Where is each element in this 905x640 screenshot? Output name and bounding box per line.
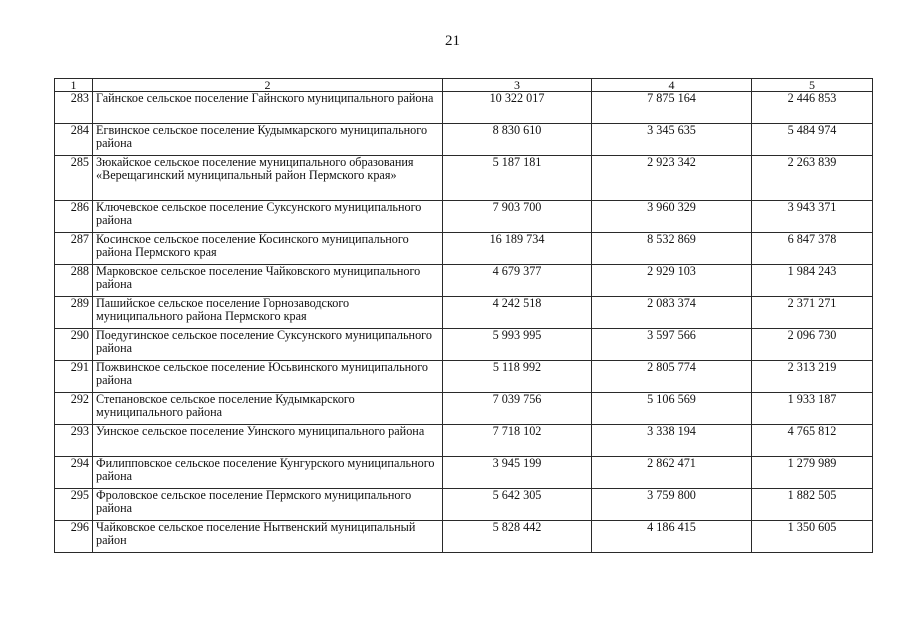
value-col-5: 1 279 989 [752, 457, 873, 489]
value-col-3: 3 945 199 [443, 457, 592, 489]
data-table [54, 78, 873, 553]
value-col-4: 3 338 194 [592, 425, 752, 457]
table-row [55, 489, 873, 521]
value-col-3: 7 718 102 [443, 425, 592, 457]
settlement-name: Марковское сельское поселение Чайковского муниципального района [93, 265, 443, 297]
settlement-name: Чайковское сельское поселение Нытвенский муниципальный район [93, 521, 443, 553]
table-row [55, 521, 873, 553]
value-col-5: 3 943 371 [752, 201, 873, 233]
value-col-3: 7 039 756 [443, 393, 592, 425]
settlement-name: Гайнское сельское поселение Гайнского муниципального района [93, 92, 443, 124]
row-number: 293 [55, 425, 93, 457]
table-row [55, 329, 873, 361]
value-col-5: 2 371 271 [752, 297, 873, 329]
header-col-4: 4 [592, 79, 752, 92]
settlement-name: Поедугинское сельское поселение Суксунского муниципального района [93, 329, 443, 361]
header-row [55, 79, 873, 92]
value-col-3: 10 322 017 [443, 92, 592, 124]
value-col-3: 8 830 610 [443, 124, 592, 156]
settlement-name: Филипповское сельское поселение Кунгурского муниципального района [93, 457, 443, 489]
row-number: 290 [55, 329, 93, 361]
value-col-5: 1 933 187 [752, 393, 873, 425]
value-col-3: 4 679 377 [443, 265, 592, 297]
settlement-name: Пожвинское сельское поселение Юсьвинского муниципального района [93, 361, 443, 393]
row-number: 287 [55, 233, 93, 265]
value-col-5: 2 446 853 [752, 92, 873, 124]
header-col-5: 5 [752, 79, 873, 92]
table-row [55, 457, 873, 489]
value-col-3: 5 642 305 [443, 489, 592, 521]
table-row [55, 156, 873, 201]
value-col-3: 5 993 995 [443, 329, 592, 361]
value-col-3: 5 828 442 [443, 521, 592, 553]
value-col-4: 8 532 869 [592, 233, 752, 265]
settlement-name: Зюкайское сельское поселение муниципального образования «Верещагинский муниципальный район Пермского края» [93, 156, 443, 201]
value-col-4: 3 960 329 [592, 201, 752, 233]
value-col-4: 3 759 800 [592, 489, 752, 521]
value-col-5: 1 882 505 [752, 489, 873, 521]
row-number: 286 [55, 201, 93, 233]
row-number: 288 [55, 265, 93, 297]
value-col-4: 5 106 569 [592, 393, 752, 425]
value-col-3: 4 242 518 [443, 297, 592, 329]
row-number: 292 [55, 393, 93, 425]
table-row [55, 124, 873, 156]
value-col-4: 7 875 164 [592, 92, 752, 124]
table-row [55, 297, 873, 329]
settlement-name: Ключевское сельское поселение Суксунского муниципального района [93, 201, 443, 233]
row-number: 289 [55, 297, 93, 329]
value-col-5: 4 765 812 [752, 425, 873, 457]
settlement-name: Егвинское сельское поселение Кудымкарского муниципального района [93, 124, 443, 156]
table-row [55, 201, 873, 233]
table-row [55, 265, 873, 297]
value-col-4: 2 805 774 [592, 361, 752, 393]
value-col-3: 5 118 992 [443, 361, 592, 393]
value-col-3: 5 187 181 [443, 156, 592, 201]
header-col-3: 3 [443, 79, 592, 92]
value-col-3: 16 189 734 [443, 233, 592, 265]
table-header [55, 79, 873, 92]
header-col-2: 2 [93, 79, 443, 92]
value-col-5: 2 263 839 [752, 156, 873, 201]
value-col-5: 5 484 974 [752, 124, 873, 156]
table-row [55, 361, 873, 393]
value-col-5: 2 313 219 [752, 361, 873, 393]
table-body [55, 92, 873, 553]
table-row [55, 393, 873, 425]
value-col-4: 2 862 471 [592, 457, 752, 489]
row-number: 296 [55, 521, 93, 553]
header-col-1: 1 [55, 79, 93, 92]
row-number: 291 [55, 361, 93, 393]
settlement-name: Степановское сельское поселение Кудымкарского муниципального района [93, 393, 443, 425]
settlement-name: Пашийское сельское поселение Горнозаводского муниципального района Пермского края [93, 297, 443, 329]
value-col-4: 3 597 566 [592, 329, 752, 361]
row-number: 283 [55, 92, 93, 124]
row-number: 284 [55, 124, 93, 156]
table-row [55, 425, 873, 457]
value-col-4: 3 345 635 [592, 124, 752, 156]
value-col-5: 6 847 378 [752, 233, 873, 265]
value-col-3: 7 903 700 [443, 201, 592, 233]
table-row [55, 92, 873, 124]
value-col-4: 2 923 342 [592, 156, 752, 201]
value-col-5: 1 984 243 [752, 265, 873, 297]
row-number: 294 [55, 457, 93, 489]
settlement-name: Уинское сельское поселение Уинского муниципального района [93, 425, 443, 457]
value-col-4: 4 186 415 [592, 521, 752, 553]
value-col-5: 2 096 730 [752, 329, 873, 361]
page-number: 21 [445, 33, 460, 49]
settlement-name: Фроловское сельское поселение Пермского муниципального района [93, 489, 443, 521]
row-number: 295 [55, 489, 93, 521]
value-col-4: 2 083 374 [592, 297, 752, 329]
value-col-5: 1 350 605 [752, 521, 873, 553]
value-col-4: 2 929 103 [592, 265, 752, 297]
settlement-name: Косинское сельское поселение Косинского муниципального района Пермского края [93, 233, 443, 265]
row-number: 285 [55, 156, 93, 201]
table-row [55, 233, 873, 265]
